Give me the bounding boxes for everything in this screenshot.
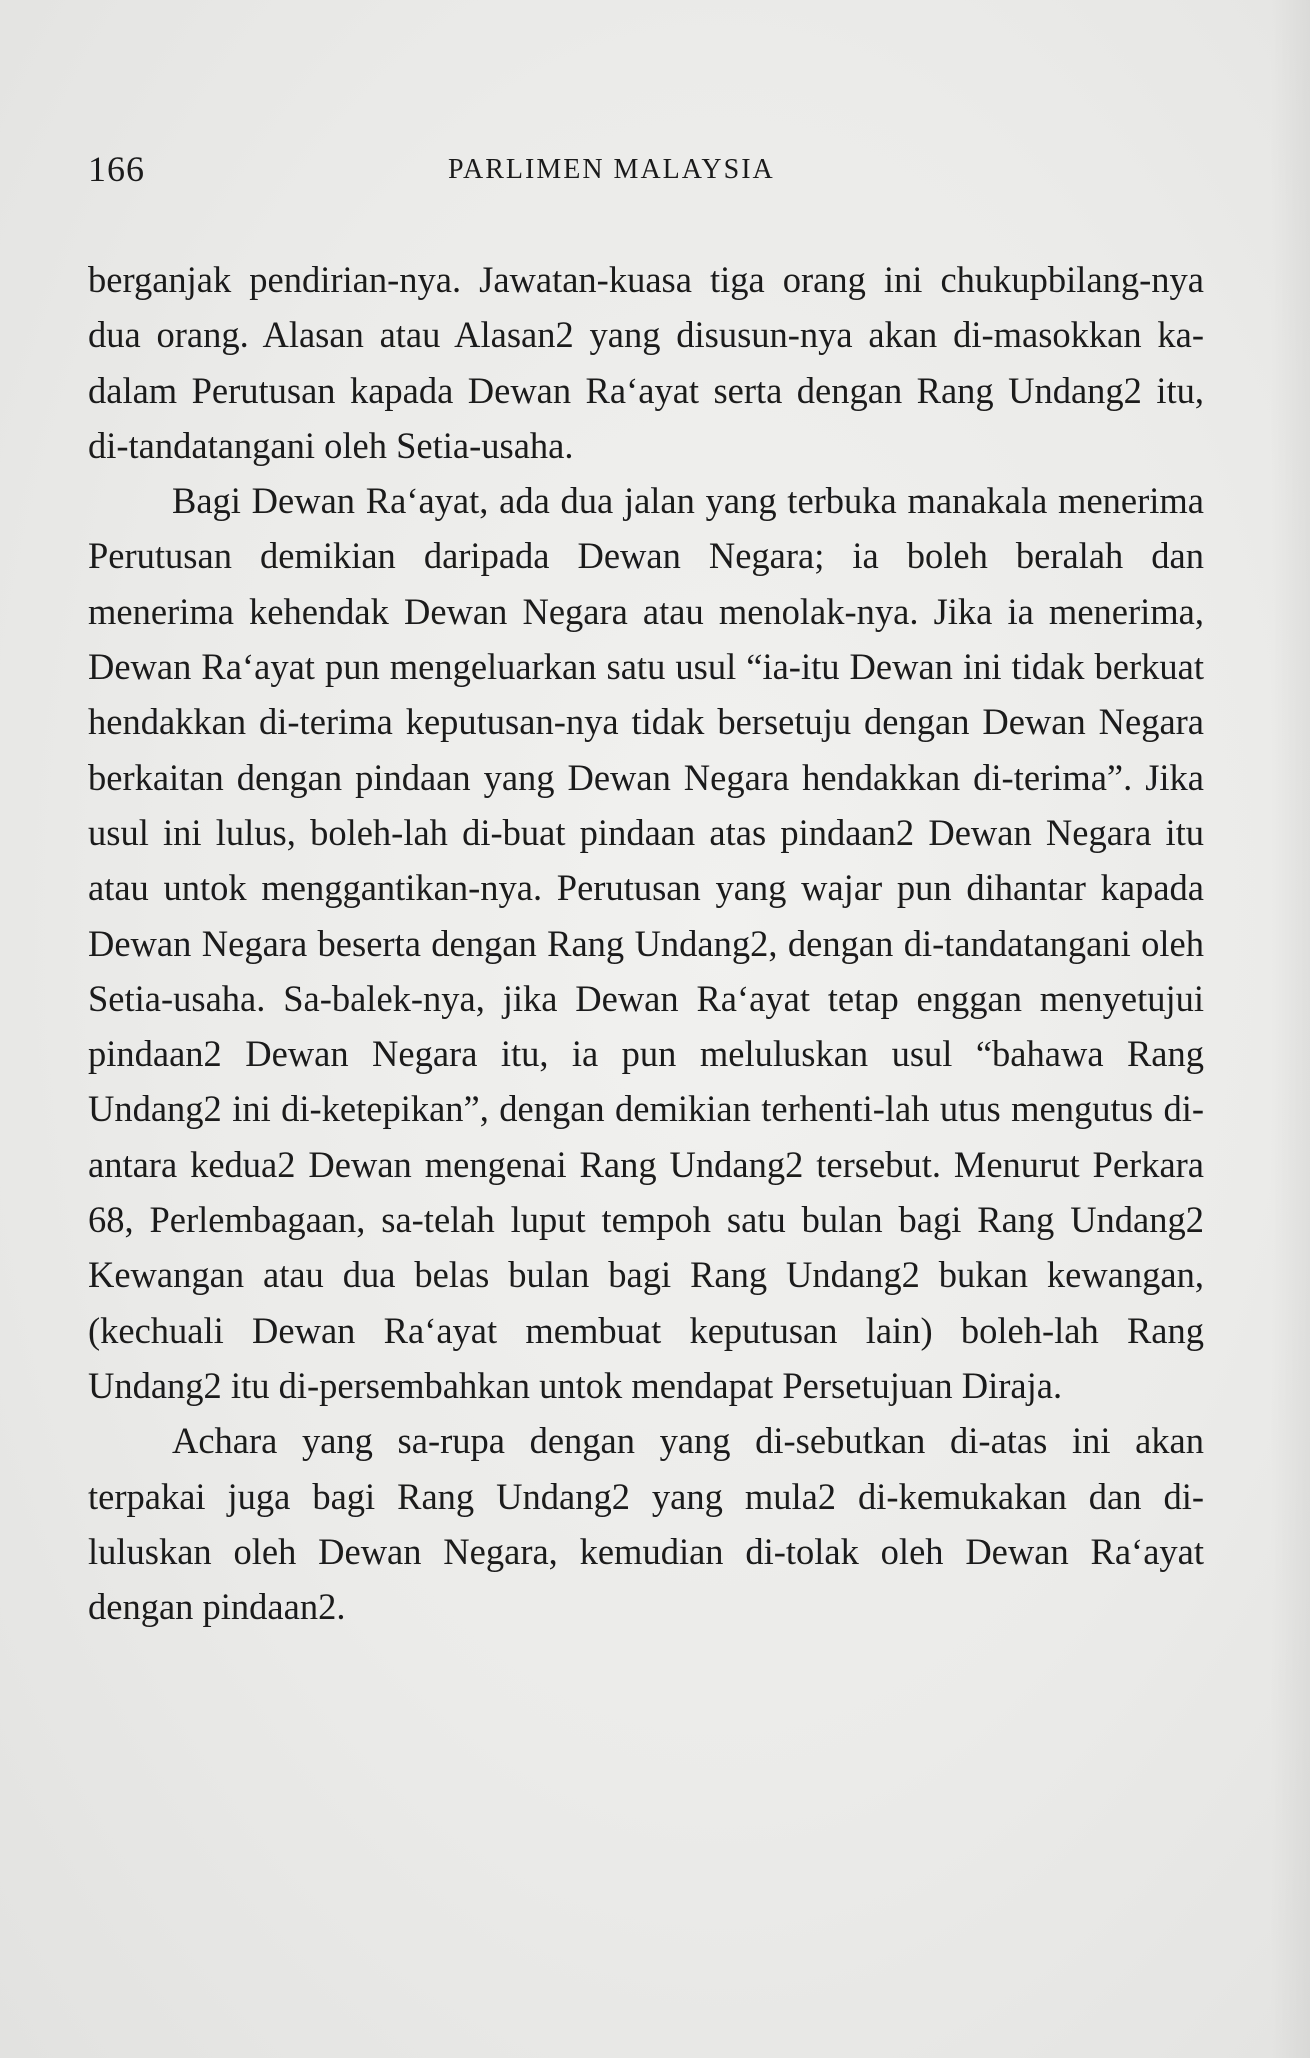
- running-title: PARLIMEN MALAYSIA: [448, 154, 775, 185]
- paragraph-3: Achara yang sa-rupa dengan yang di-sebutkan di-atas ini akan terpakai juga bagi Rang Undang2 yang mula2 di-kemukakan dan di-luluskan oleh Dewan Negara, kemudian di-tolak oleh Dewan Ra‘ayat dengan pindaan2.: [88, 1420, 1204, 1628]
- paragraph-1: berganjak pendirian-nya. Jawatan-kuasa tiga orang ini chukupbilang-nya dua orang. Alasan atau Alasan2 yang disusun-nya akan di-masokkan ka-dalam Perutusan kapada Dewan Ra‘ayat serta dengan Rang Undang2 itu, di-tandatangani oleh Setia-usaha.: [88, 259, 1204, 466]
- page-edge-shadow: [1270, 0, 1310, 2058]
- page-header: [88, 148, 1208, 198]
- print-speck: [490, 1905, 502, 1913]
- page-number: 166: [88, 149, 145, 189]
- paragraph-2: Bagi Dewan Ra‘ayat, ada dua jalan yang terbuka manakala menerima Perutusan demikian daripada Dewan Negara; ia boleh beralah dan menerima kehendak Dewan Negara atau menolak-nya. Jika ia menerima, Dewan Ra‘ayat pun mengeluarkan satu usul “ia-itu Dewan ini tidak berkuat hendakkan di-terima keputusan-nya tidak bersetuju dengan Dewan Negara berkaitan dengan pindaan yang Dewan Negara hendakkan di-terima”. Jika usul ini lulus, boleh-lah di-buat pindaan atas pindaan2 Dewan Negara itu atau untok menggantikan-nya. Perutusan yang wajar pun dihantar kapada Dewan Negara beserta dengan Rang Undang2, dengan di-tandatangani oleh Setia-usaha. Sa-balek-nya, jika Dewan Ra‘ayat tetap enggan menyetujui pindaan2 Dewan Negara itu, ia pun meluluskan usul “bahawa Rang Undang2 ini di-ketepikan”, dengan demikian terhenti-lah utus mengutus di-antara kedua2 Dewan mengenai Rang Undang2 tersebut. Menurut Perkara 68, Perlembagaan, sa-telah luput tempoh satu bulan bagi Rang Undang2 Kewangan atau dua belas bulan bagi Rang Undang2 bukan kewangan, (kechuali Dewan Ra‘ayat membuat keputusan lain) boleh-lah Rang Undang2 itu di-persembahkan untok mendapat Persetujuan Diraja.: [88, 480, 1204, 1406]
- body-text: [88, 252, 1204, 1634]
